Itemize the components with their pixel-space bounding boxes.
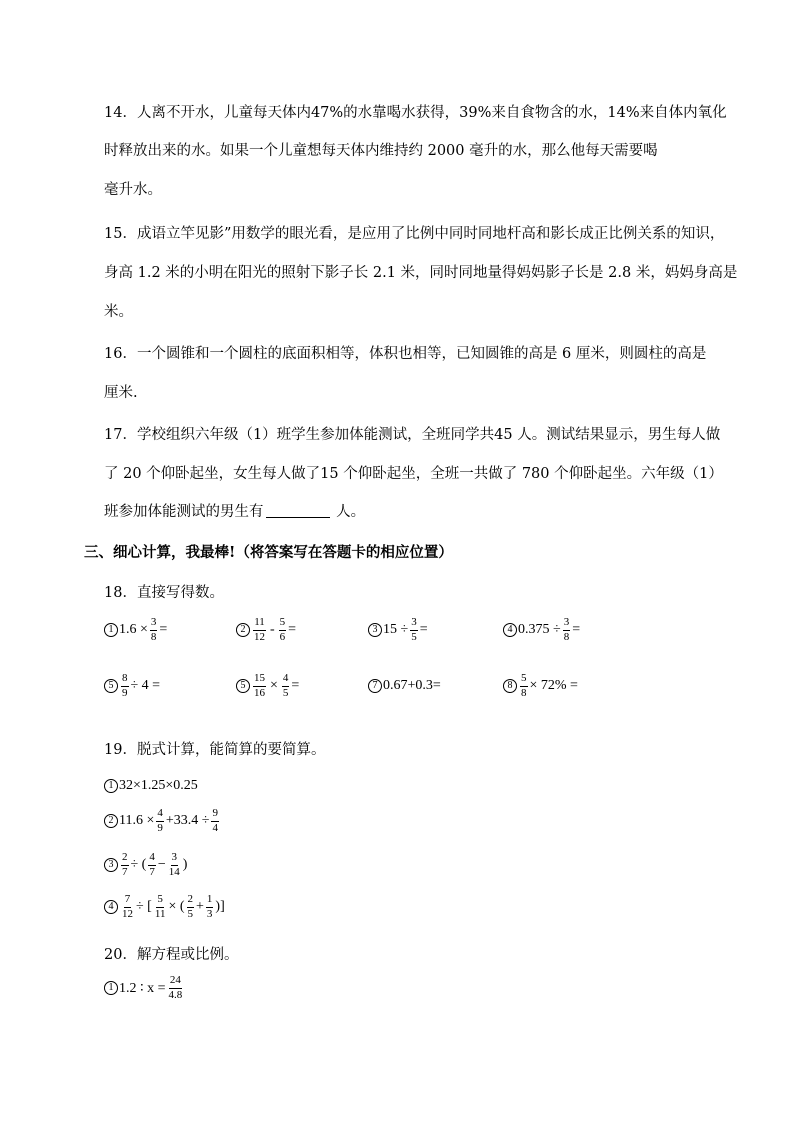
q19-expr-3 <box>104 852 187 878</box>
denominator: 9 <box>157 821 163 834</box>
numerator: 11 <box>253 617 266 631</box>
q19-expr-4 <box>104 894 225 920</box>
numerator: 2 <box>121 852 129 866</box>
expr-text: ) <box>182 857 188 873</box>
q17-line-3-end: 人。 <box>331 504 366 520</box>
expr-text: × 72% = <box>529 678 578 694</box>
fraction <box>148 852 156 878</box>
denominator: 8 <box>150 630 157 643</box>
q20-expr-1 <box>104 975 185 1001</box>
denominator: 7 <box>122 865 128 878</box>
numerator: 15 <box>253 673 266 687</box>
fraction <box>253 673 266 699</box>
fraction <box>563 617 571 643</box>
item-mark: 3 <box>368 623 382 637</box>
numerator: 5 <box>156 894 164 908</box>
expr-text: = <box>419 622 428 638</box>
denominator: 11 <box>154 907 166 920</box>
expr-text: = <box>159 622 168 638</box>
denominator: 3 <box>206 907 213 920</box>
fraction <box>253 617 266 643</box>
expr-text: +33.4 ÷ <box>165 813 210 829</box>
numerator: 5 <box>520 673 528 687</box>
fraction <box>410 617 418 643</box>
fraction <box>121 673 129 699</box>
expr-text: 32×1.25×0.25 <box>119 778 198 793</box>
item-mark: 3 <box>104 858 118 872</box>
q14-line-1: 14．人离不开水，儿童每天体内47%的水靠喝水获得，39%来自食物含的水，14%来自体内氧化 <box>104 105 727 121</box>
expr-text: 11.6 × <box>119 813 155 829</box>
q18-item-7 <box>368 678 441 694</box>
q15-line-3: 米。 <box>104 304 133 320</box>
expr-text: = <box>572 622 581 638</box>
fraction <box>279 617 287 643</box>
numerator: 1 <box>206 894 214 908</box>
q19-expr-2 <box>104 808 221 834</box>
q17-line-1: 17．学校组织六年级（1）班学生参加体能测试，全班同学共45 人。测试结果显示，男生每人做 <box>104 427 721 443</box>
q20-title: 20．解方程或比例。 <box>104 947 239 963</box>
denominator: 8 <box>521 686 527 699</box>
expr-text: ÷ [ <box>136 899 152 915</box>
numerator: 9 <box>211 808 219 822</box>
denominator: 7 <box>149 865 155 878</box>
expr-text: 0.375 ÷ <box>518 622 561 638</box>
numerator: 5 <box>279 617 287 631</box>
answer-blank <box>266 503 330 518</box>
denominator: 4.8 <box>168 988 183 1001</box>
fraction <box>121 894 134 920</box>
item-mark: 1 <box>104 623 118 637</box>
expr-text: + <box>196 899 204 915</box>
q18-item-6 <box>236 673 299 699</box>
fraction <box>168 975 184 1001</box>
q18-item-3 <box>368 617 428 643</box>
denominator: 5 <box>411 630 417 643</box>
denominator: 4 <box>212 821 218 834</box>
numerator: 2 <box>187 894 195 908</box>
denominator: 5 <box>187 907 194 920</box>
item-mark: 8 <box>503 679 517 693</box>
denominator: 5 <box>282 686 289 699</box>
fraction <box>156 808 164 834</box>
numerator: 4 <box>156 808 164 822</box>
q17-line-3 <box>104 500 365 521</box>
fraction <box>520 673 528 699</box>
expr-text: ÷ ( <box>130 857 147 873</box>
q17-line-2: 了 20 个仰卧起坐，女生每人做了15 个仰卧起坐，全班一共做了 780 个仰卧起坐。六年级（1） <box>104 466 723 482</box>
item-mark: 4 <box>503 623 517 637</box>
section-3-heading: 三、细心计算，我最棒!（将答案写在答题卡的相应位置） <box>84 544 453 561</box>
denominator: 12 <box>254 630 265 643</box>
denominator: 12 <box>122 907 133 920</box>
denominator: 16 <box>254 686 265 699</box>
q18-item-4 <box>503 617 580 643</box>
numerator: 4 <box>282 673 290 687</box>
item-mark: 1 <box>104 981 118 995</box>
fraction <box>187 894 195 920</box>
numerator: 24 <box>169 975 182 989</box>
denominator: 9 <box>122 686 128 699</box>
denominator: 14 <box>168 865 180 878</box>
expr-text: )] <box>215 899 225 915</box>
q18-item-5 <box>104 673 160 699</box>
expr-text: 15 ÷ <box>383 622 409 638</box>
item-mark: 7 <box>368 679 382 693</box>
numerator: 3 <box>171 852 179 866</box>
fraction <box>150 617 158 643</box>
fraction <box>168 852 181 878</box>
q18-item-2 <box>236 617 296 643</box>
item-mark: 5 <box>236 679 250 693</box>
denominator: 8 <box>563 630 570 643</box>
expr-text: = <box>291 678 300 694</box>
expr-text: × ( <box>168 899 185 915</box>
fraction <box>121 852 129 878</box>
q15-line-2: 身高 1.2 米的小明在阳光的照射下影子长 2.1 米，同时同地量得妈妈影子长是 2.8 米，妈妈身高是 <box>104 265 738 281</box>
numerator: 3 <box>410 617 418 631</box>
item-mark: 2 <box>236 623 250 637</box>
q16-line-2: 厘米. <box>104 385 138 401</box>
expr-text: × <box>270 678 278 694</box>
expr-text: 1.6 × <box>119 622 148 638</box>
q17-line-3-text: 班参加体能测试的男生有 <box>104 504 264 520</box>
numerator: 7 <box>124 894 132 908</box>
numerator: 3 <box>150 617 158 631</box>
q18-item-8 <box>503 673 578 699</box>
q15-line-1: 15．成语立竿见影”用数学的眼光看，是应用了比例中同时同地杆高和影长成正比例关系的知识， <box>104 226 725 242</box>
numerator: 8 <box>121 673 129 687</box>
numerator: 3 <box>563 617 571 631</box>
expr-text: = <box>288 622 297 638</box>
fraction <box>154 894 167 920</box>
item-mark: 2 <box>104 814 118 828</box>
item-mark: 4 <box>104 900 118 914</box>
fraction <box>206 894 214 920</box>
expr-text: 0.67+0.3= <box>383 678 441 693</box>
expr-text: ÷ 4 = <box>130 678 161 694</box>
expr-text: 1.2 ∶ x = <box>119 980 166 996</box>
item-mark: 5 <box>104 679 118 693</box>
q14-line-2: 时释放出来的水。如果一个儿童想每天体内维持约 2000 毫升的水，那么他每天需要喝 <box>104 143 658 159</box>
q18-title: 18．直接写得数。 <box>104 585 224 601</box>
q19-title: 19．脱式计算，能简算的要简算。 <box>104 742 326 758</box>
expr-text: − <box>157 857 166 873</box>
expr-text: - <box>270 622 275 638</box>
q14-line-3: 毫升水。 <box>104 182 162 198</box>
q16-line-1: 16．一个圆锥和一个圆柱的底面积相等，体积也相等，已知圆锥的高是 6 厘米，则圆柱的高是 <box>104 346 707 362</box>
denominator: 6 <box>279 630 286 643</box>
numerator: 4 <box>148 852 156 866</box>
fraction <box>282 673 290 699</box>
q19-expr-1 <box>104 778 198 794</box>
q18-item-1 <box>104 617 167 643</box>
item-mark: 1 <box>104 779 118 793</box>
fraction <box>211 808 219 834</box>
